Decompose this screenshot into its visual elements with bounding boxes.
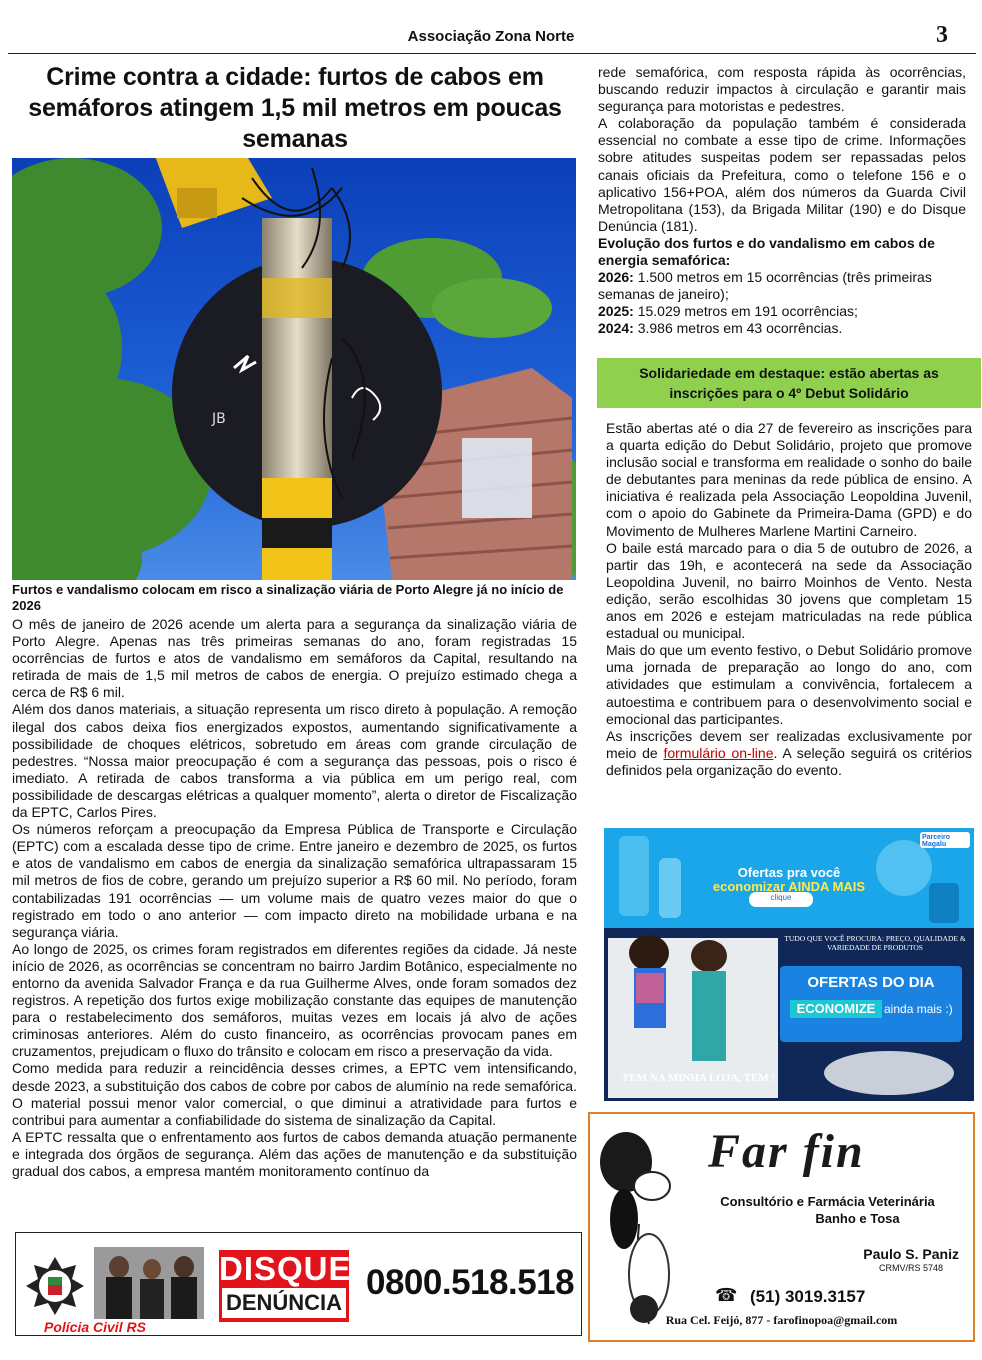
police-agency-name: Polícia Civil RS — [44, 1319, 146, 1335]
stats-text: 15.029 metros em 191 ocorrências; — [637, 303, 858, 320]
stats-year: 2025: — [598, 303, 634, 320]
vet-service-line: Banho e Tosa — [815, 1211, 900, 1226]
article-paragraph: Ao longo de 2025, os crimes foram registrados em diferentes regiões da cidade. Já neste início de 2026, as ocorrências se concentram no bairro Jardim Botânico, especialmente no entorno da avenida Salvador França e da rua Guilherme Alves, onde foram somados dez registros. A repetição dos furtos exige mobilização constante das equipes de manutenção para o restabelecimento dos semáforos, muitas vezes em locais já alvo de ações criminosas anteriores. Além do custo financeiro, as ocorrências provocam panes em cruzamentos, prejudicam o fluxo do trânsito e colocam em risco a preservação da vida. — [12, 940, 577, 1060]
stats-year: 2026: — [598, 269, 634, 286]
vet-brand: Far fin — [708, 1125, 865, 1178]
article-headline: Crime contra a cidade: furtos de cabos em semáforos atingem 1,5 mil metros em poucas semanas — [28, 63, 562, 153]
stats-text: 1.500 metros em 15 ocorrências (três primeiras semanas de janeiro); — [598, 269, 932, 303]
ad-tagline: TUDO QUE VOCÊ PROCURA: PREÇO, QUALIDADE & VARIEDADE DE PRODUTOS — [784, 934, 966, 952]
solidarity-headline-box — [597, 358, 981, 408]
denuncia-text: DENÚNCIA — [222, 1288, 346, 1318]
vet-service-line: Consultório e Farmácia Veterinária — [720, 1194, 935, 1209]
article-paragraph: Os números reforçam a preocupação da Empresa Pública de Transporte e Circulação (EPTC) com a escalada desse tipo de crime. Entre janeiro e dezembro de 2025, os furtos e atos de vandalismo em cabos de energia da sinalização semafórica ultrapassaram 15 mil metros de fios de cobre, gerando um prejuízo superior a R$ 60 mil. No período, foram contabilizadas 191 ocorrências — um volume mais de quatro vezes maior do que o registrado em todo o ano anterior — com impacto direto na mobilidade urbana e na segurança viária. — [12, 821, 577, 940]
vet-phone: (51) 3019.3157 — [750, 1287, 866, 1306]
ad-economize: ECONOMIZE — [796, 1001, 876, 1016]
ad-headline-line: Ofertas pra você — [737, 865, 841, 880]
registration-form-link[interactable]: formulário on-line — [663, 744, 774, 761]
stats-row-2025 — [598, 303, 966, 320]
phone-icon: ☎ — [715, 1285, 738, 1305]
article-paragraph: O mês de janeiro de 2026 acende um alerta para a segurança da sinalização viária de Porto Alegre. Apenas nas três primeiras semanas do ano, foram registradas 15 ocorrências de furtos e atos de vandalismo em semáforos da Capital, resultando na retirada de mais de 1,5 mil metros de cabos de energia. O prejuízo estimado chega a cerca de R$ 6 mil. — [12, 616, 577, 701]
stats-year: 2024: — [598, 320, 634, 337]
newsletter-title: Associação Zona Norte — [407, 28, 575, 45]
police-hotline-ad — [15, 1232, 582, 1336]
article-paragraph: rede semafórica, com resposta rápida às ocorrências, buscando reduzir impactos à circulação e garantir mais segurança para motoristas e pedestres. — [598, 64, 966, 115]
solidarity-paragraph: O baile está marcado para o dia 5 de outubro de 2026, a partir das 19h, e acontecerá na sede da Associação Leopoldina Juvenil, no bairro Moinhos de Vento. Nesta edição, serão escolhidas 30 jovens que completam 15 anos em 2026 e estejam matriculadas na rede pública estadual ou municipal. — [606, 539, 972, 642]
svg-text:JB: JB — [212, 411, 226, 427]
article-paragraph: Como medida para reduzir a reincidência desses crimes, a EPTC vem intensificando, desde 2023, a substituição dos cabos de cobre por cabos de alumínio na rede semafórica. O material possui menor valor comercial, o que diminui a atratividade para furtos e contribui para aumentar a confiabilidade do sistema de sinalização da Capital. — [12, 1060, 577, 1128]
ad-footer: TEM NA MINHA LOJA, TEM ! — [622, 1072, 776, 1084]
article-paragraph: A EPTC ressalta que o enfrentamento aos furtos de cabos demanda atuação permanente e integrada dos órgãos de segurança. Além das ações de manutenção e da substituição gradual dos cabos, a empresa mantém monitoramento contínuo da — [12, 1128, 577, 1179]
text-segment: . A seleção seguirá os critérios definidos pela organização do evento. — [606, 744, 972, 778]
dog-mascot-icon — [594, 1124, 704, 1334]
disque-text: DISQUE — [219, 1250, 352, 1287]
traffic-light-pole-photo — [12, 158, 576, 580]
stats-text: 3.986 metros em 43 ocorrências. — [637, 320, 843, 337]
hotline-number: 0800.518.518 — [366, 1263, 575, 1302]
vet-address: Rua Cel. Feijó, 877 - farofinopoa@gmail.com — [665, 1313, 898, 1327]
vet-crmv: CRMV/RS 5748 — [878, 1263, 943, 1273]
ad-headline — [604, 866, 974, 894]
police-officers-photo — [94, 1247, 204, 1319]
disque-denuncia-logo — [219, 1250, 352, 1322]
magalu-ad[interactable] — [604, 828, 974, 1101]
article-paragraph: Além dos danos materiais, a situação representa um risco direto à população. A remoção ilegal dos cabos deixa fios energizados expostos, aumentando significativamente a possibilidade de choques elétricos, sobretudo em áreas com grande circulação de pedestres. “Nossa maior preocupação é com a segurança das pessoas, pois o risco é imediato. A retirada de cabos transforma a via pública em um perigo real, com possibilidade de descargas elétricas a qualquer momento”, alerta o diretor de Fiscalização da EPTC, Carlos Pires. — [12, 701, 577, 821]
photo-caption: Furtos e vandalismo colocam em risco a sinalização viária de Porto Alegre já no início de 2026 — [12, 582, 564, 613]
stats-row-2024 — [598, 320, 966, 337]
header-divider — [8, 53, 976, 54]
ad-click-button[interactable]: clique — [770, 893, 792, 902]
solidarity-paragraph: Mais do que um evento festivo, o Debut Solidário promove uma jornada de preparação ao longo do ano, com atividades que estimulam a convivência, fortalecem a autoestima e contribuem para o desenvolvimento social e emocional das participantes. — [606, 642, 972, 727]
stats-title: Evolução dos furtos e do vandalismo em cabos de energia semafórica: — [598, 234, 935, 269]
page-number: 3 — [936, 22, 948, 48]
solidarity-paragraph: Estão abertas até o dia 27 de fevereiro as inscrições para a quarta edição do Debut Solidário, projeto que promove inclusão social e transforma em realidade o sonho do baile de debutantes para meninas da rede pública de ensino. A iniciativa é realizada pela Associação Leopoldina Juvenil, com o apoio do Gabinete da Primeira-Dama (GPD) e do Movimento de Mulheres Marlene Martini Carneiro. — [606, 420, 972, 539]
ad-ainda: ainda mais :) — [884, 1002, 953, 1016]
stats-row-2026 — [598, 269, 966, 303]
vet-services — [700, 1193, 955, 1227]
vet-name: Paulo S. Paniz — [863, 1246, 959, 1262]
solidarity-article — [606, 420, 972, 779]
vet-clinic-ad — [588, 1112, 975, 1342]
ad-headline-line: economizar AINDA MAIS — [712, 879, 866, 894]
ad-ofertas: OFERTAS DO DIA — [807, 974, 935, 991]
article-body-left — [12, 616, 577, 1180]
solidarity-headline: Solidariedade em destaque: estão abertas as inscrições para o 4º Debut Solidário — [639, 365, 939, 401]
article-body-right — [598, 64, 966, 338]
text-segment: As inscrições devem ser realizadas exclusivamente por meio de — [606, 727, 972, 761]
partner-badge: Parceiro Magalu — [922, 834, 951, 848]
solidarity-paragraph — [606, 728, 972, 779]
article-paragraph: A colaboração da população também é considerada essencial no combate a esse tipo de crime. Informações sobre atitudes suspeitas podem ser repassadas pelos canais oficiais da Prefeitura, como o telefone 156 e o aplicativo 156+POA, além dos números da Guarda Civil Metropolitana (153), da Brigada Militar (190) e do Disque Denúncia (181). — [598, 115, 966, 234]
police-badge-icon — [24, 1255, 86, 1317]
